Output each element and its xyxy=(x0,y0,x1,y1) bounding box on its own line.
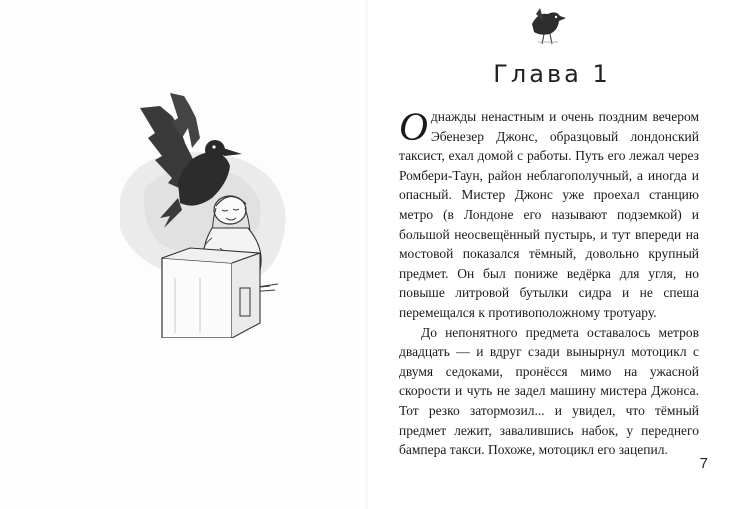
paragraph-2: До непонятного предмета оставалось метров двадцать — и вдруг сзади вынырнул мотоцикл с двумя седоками, пронёсся мимо на ужасной скорости и чуть не задел машину мистера Джонса. Тот резко затормозил... и увидел, что тёмный предмет лежит, завалившись набок, у переднего бампера такси. Похоже, мотоцикл его зацепил. xyxy=(399,324,699,458)
right-page xyxy=(368,0,736,509)
paragraph-1-text: днажды ненастным и очень поздним вечером Эбенезер Джонс, образцовый лондонский таксист, ехал домой с работы. Путь его лежал через Ромбери-Таун, район неблагополучный, а иногда и опасный. Мистер Джонс уже проехал станцию метро (в Лондоне его называют подземкой) и большой неосвещённый пустырь, и тут впереди на мостовой показался тёмный, довольно крупный предмет. Он был пониже ведёрка для угля, но повыше литровой бутылки сидра и не спеша перемещался к противоположному тротуару. xyxy=(399,109,699,320)
page-number: 7 xyxy=(699,455,708,472)
small-crow-icon xyxy=(526,4,570,48)
chapter-body xyxy=(399,104,699,460)
paragraph-1 xyxy=(399,104,699,323)
crow-and-girl-illustration xyxy=(100,88,300,338)
drop-cap: О xyxy=(399,104,428,149)
chapter-title: Глава 1 xyxy=(493,60,611,88)
